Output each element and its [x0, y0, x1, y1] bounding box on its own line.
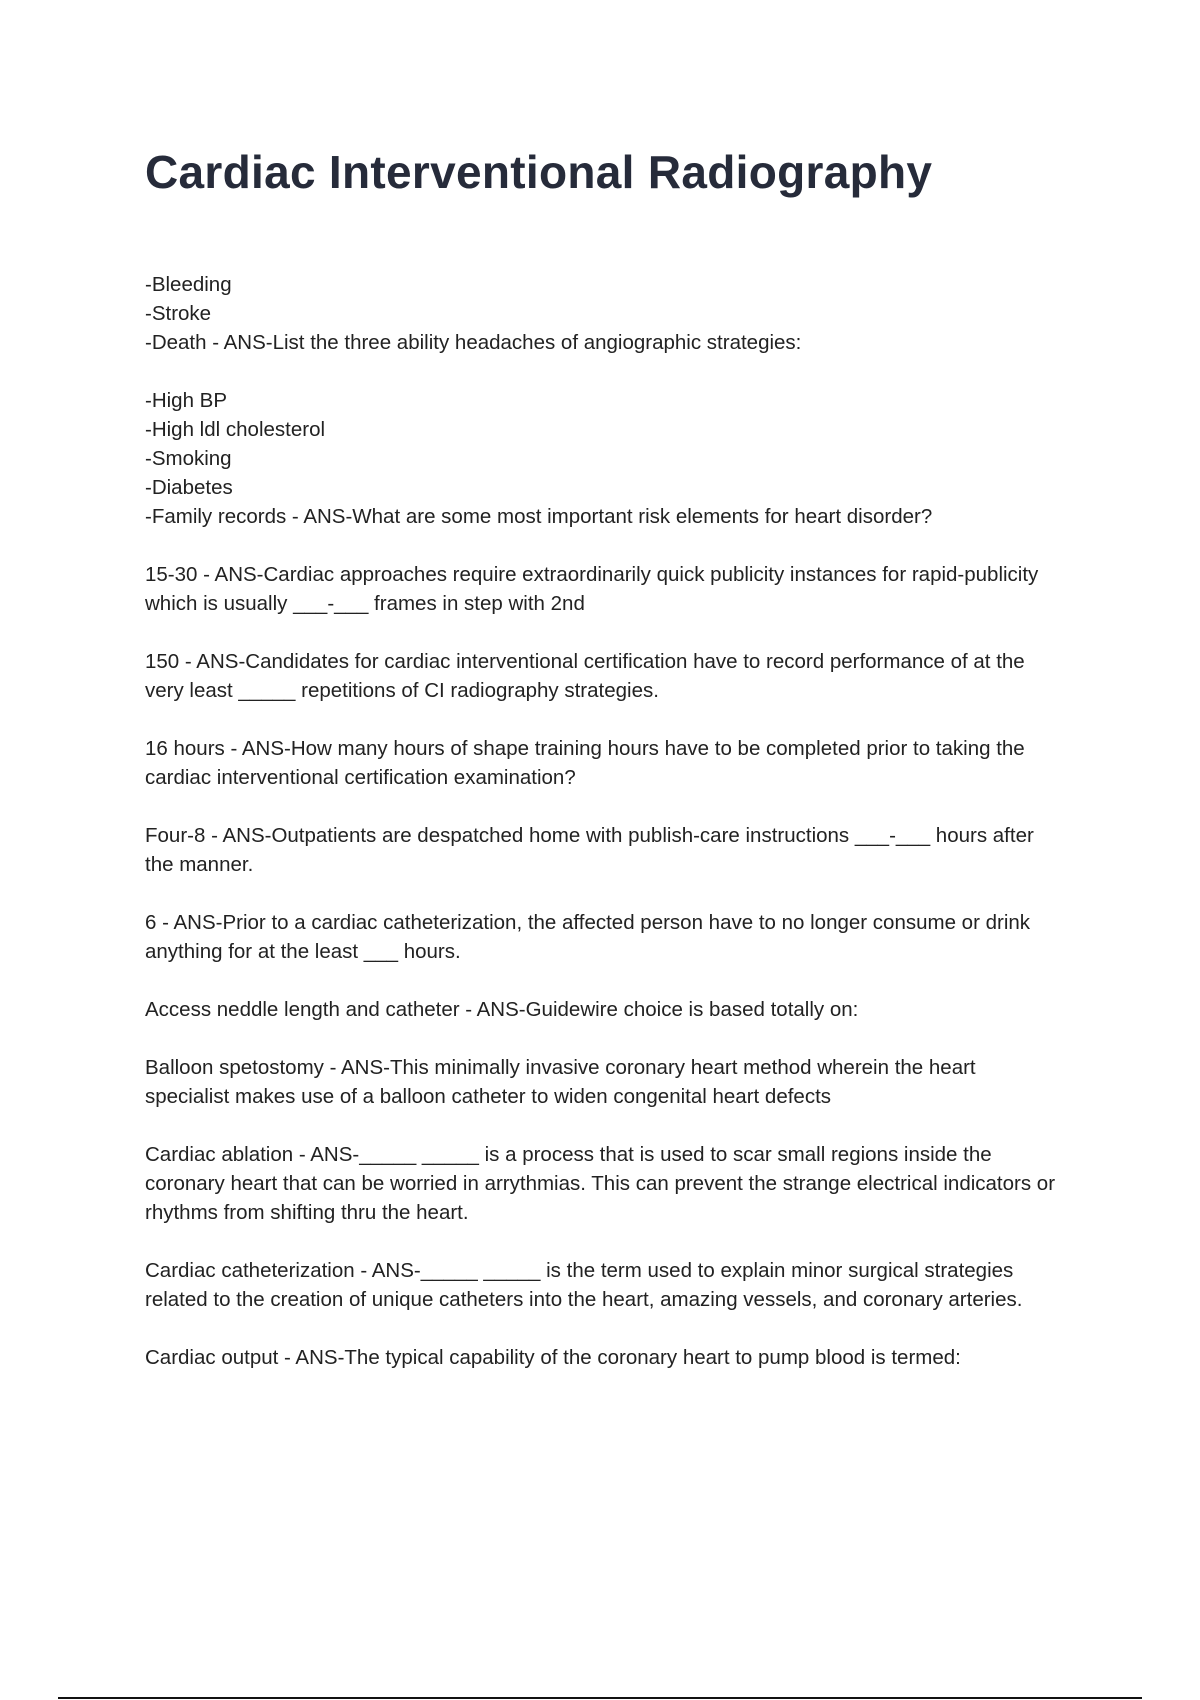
qa-paragraph: Cardiac ablation - ANS-_____ _____ is a process that is used to scar small regions inside the coronary heart that can be worried in arrythmias. This can prevent the strange electrical indicators or rhythms from shifting thru the heart. [145, 1143, 1056, 1224]
list-item: -Diabetes [145, 476, 233, 499]
qa-paragraph: 15-30 - ANS-Cardiac approaches require extraordinarily quick publicity instances for rapid-publicity which is usually ___-___ frames in step with 2nd [145, 563, 1039, 615]
qa-paragraph: 16 hours - ANS-How many hours of shape training hours have to be completed prior to taking the cardiac interventional certification examination? [145, 737, 1025, 789]
qa-paragraph: Four-8 - ANS-Outpatients are despatched home with publish-care instructions ___-___ hours after the manner. [145, 824, 1034, 876]
qa-paragraph: Balloon spetostomy - ANS-This minimally invasive coronary heart method wherein the heart specialist makes use of a balloon catheter to widen congenital heart defects [145, 1056, 976, 1108]
qa-paragraph: 150 - ANS-Candidates for cardiac interventional certification have to record performance of at the very least _____ repetitions of CI radiography strategies. [145, 650, 1025, 702]
qa-paragraph: Cardiac output - ANS-The typical capability of the coronary heart to pump blood is termed: [145, 1346, 961, 1369]
list-item: -High ldl cholesterol [145, 418, 326, 441]
list-item: -Smoking [145, 447, 232, 470]
page-bottom-rule [58, 1697, 1142, 1699]
list-item: -High BP [145, 389, 228, 412]
list-item: -Stroke [145, 302, 212, 325]
document-body [145, 270, 1065, 1401]
list-block-complications [145, 270, 1065, 357]
qa-paragraph: Cardiac catheterization - ANS-_____ _____ is the term used to explain minor surgical strategies related to the creation of unique catheters into the heart, amazing vessels, and coronary arteries. [145, 1259, 1023, 1311]
qa-paragraph: 6 - ANS-Prior to a cardiac catheterization, the affected person have to no longer consume or drink anything for at the least ___ hours. [145, 911, 1031, 963]
list-block-risk-factors [145, 386, 1065, 531]
qa-paragraph: Access neddle length and catheter - ANS-Guidewire choice is based totally on: [145, 998, 859, 1021]
list-item: -Family records - ANS-What are some most important risk elements for heart disorder? [145, 505, 933, 528]
page-title: Cardiac Interventional Radiography [145, 146, 933, 198]
list-item: -Death - ANS-List the three ability headaches of angiographic strategies: [145, 331, 802, 354]
list-item: -Bleeding [145, 273, 232, 296]
